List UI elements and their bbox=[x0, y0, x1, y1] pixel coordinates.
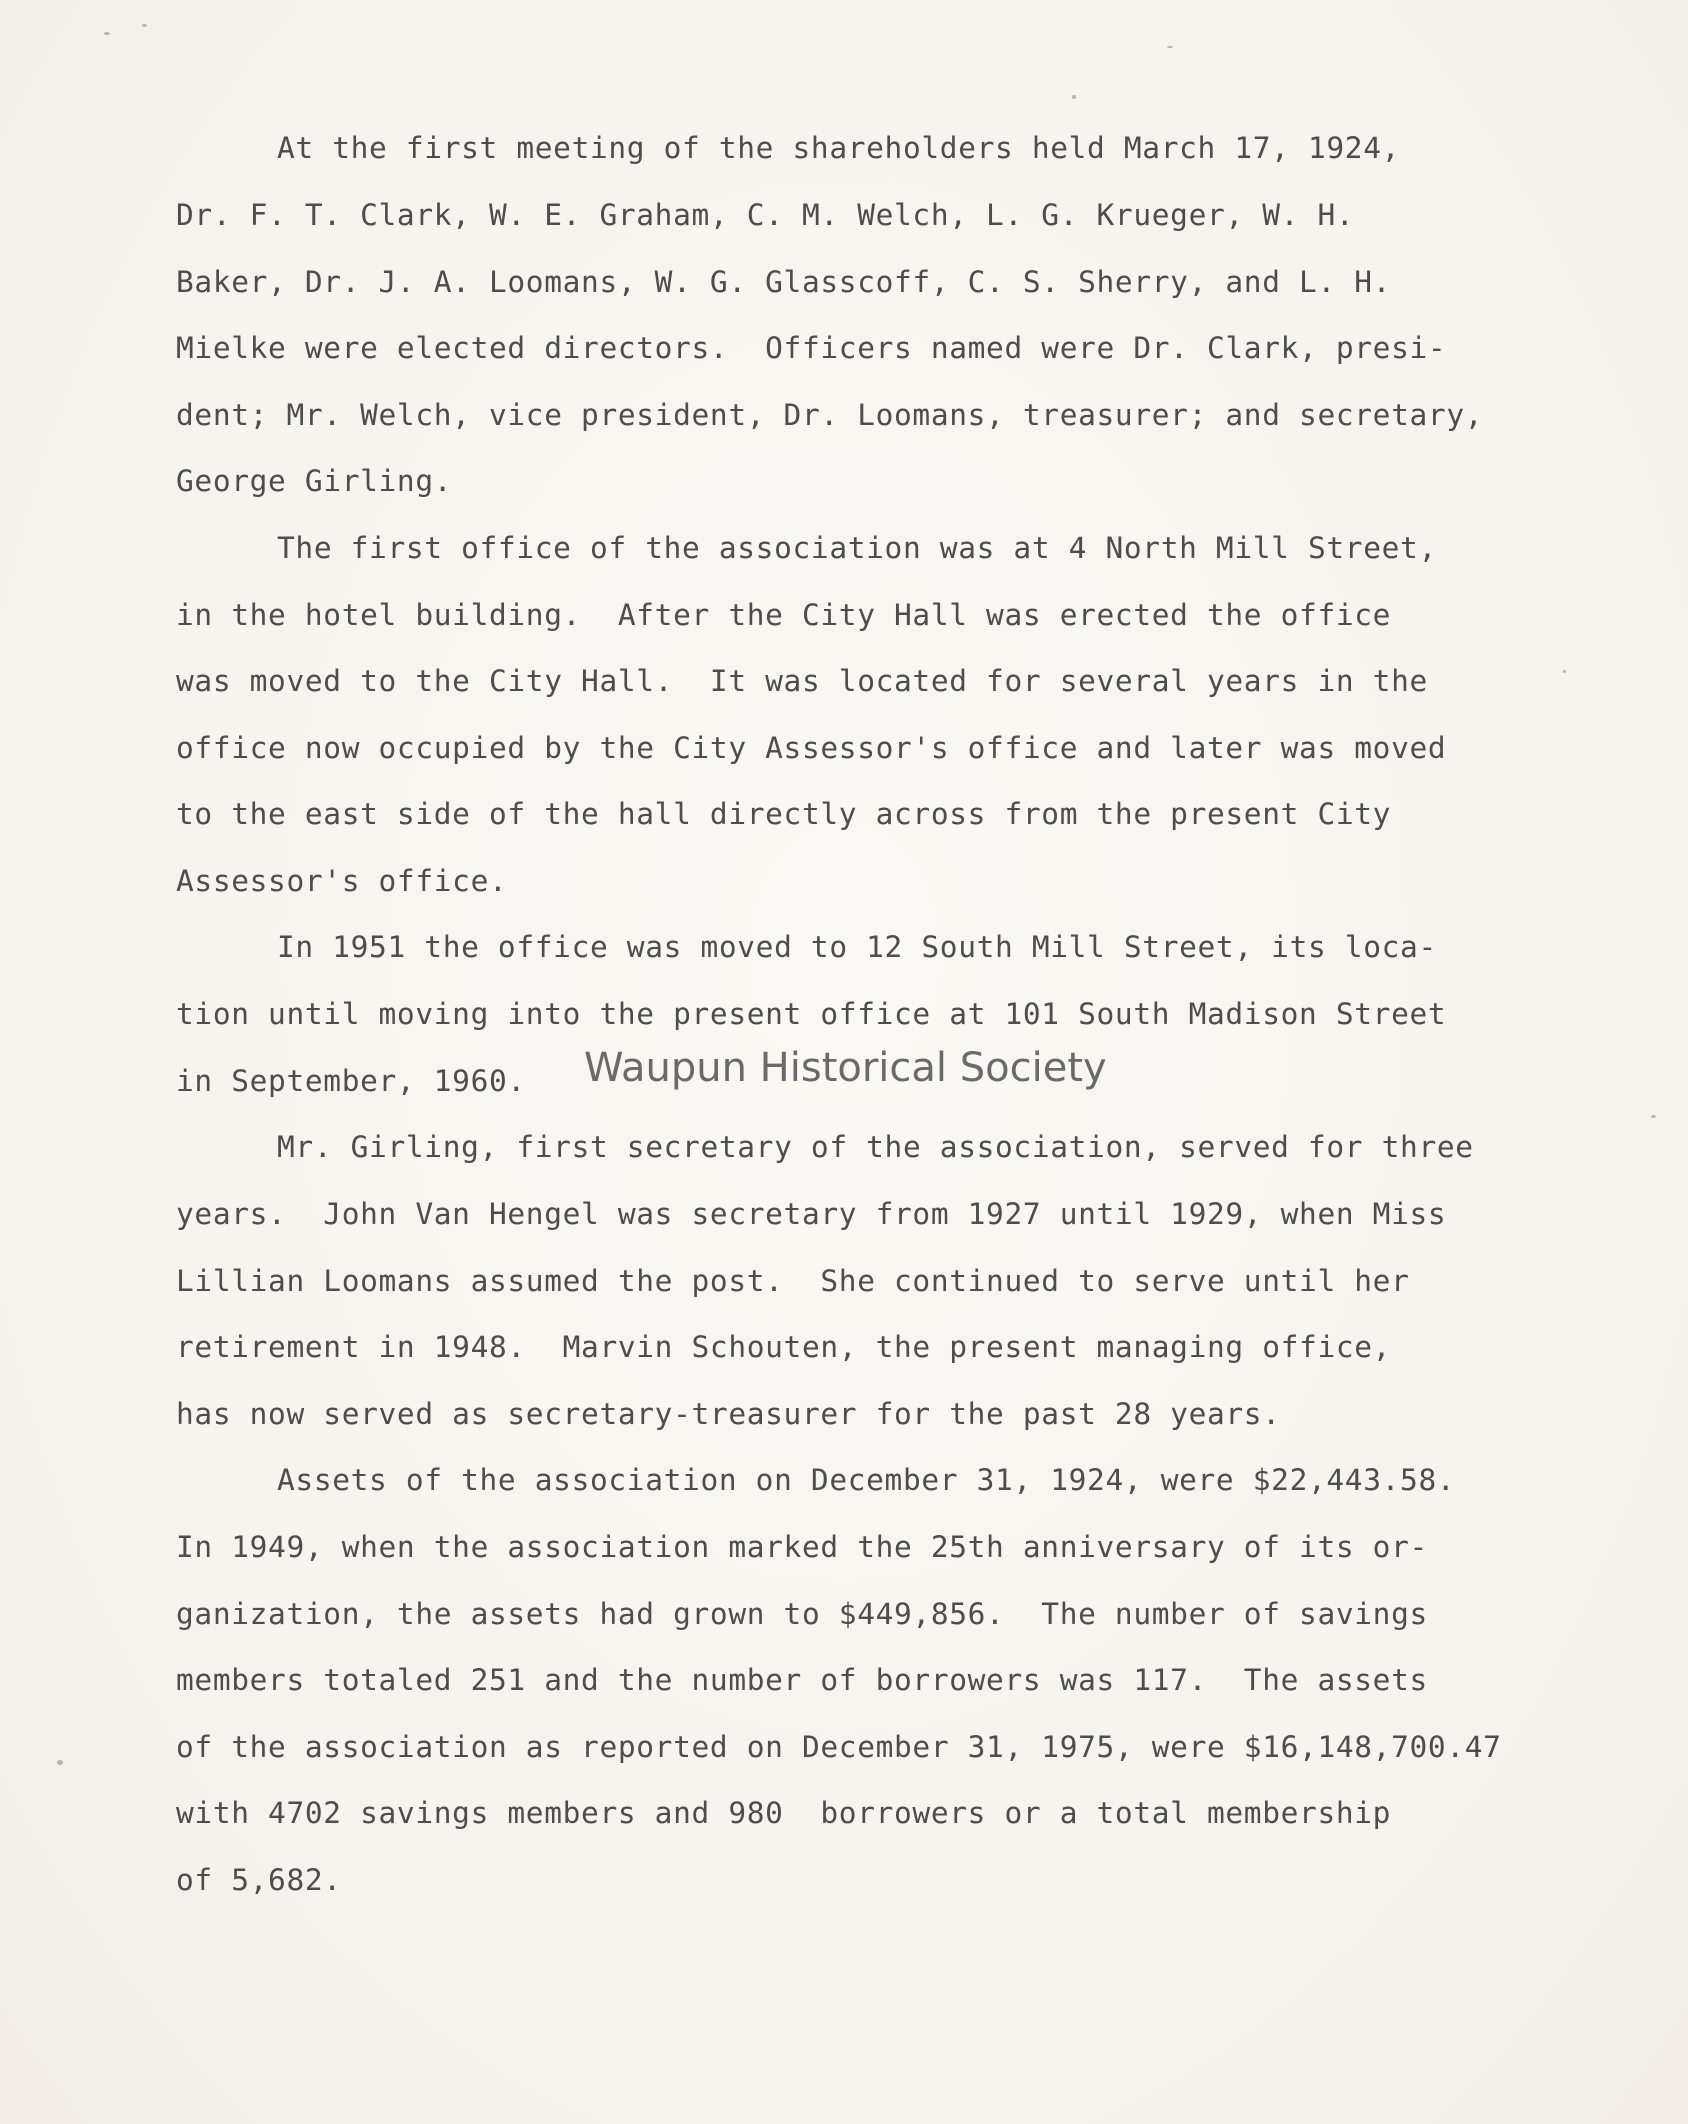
text-line: Baker, Dr. J. A. Loomans, W. G. Glasscoff, C. S. Sherry, and L. H. bbox=[176, 265, 1392, 299]
text-line: Lillian Loomans assumed the post. She continued to serve until her bbox=[176, 1264, 1410, 1298]
watermark-text: Waupun Historical Society bbox=[584, 1045, 1107, 1091]
text-line: ganization, the assets had grown to $449,856. The number of savings bbox=[176, 1597, 1428, 1631]
text-line: At the first meeting of the shareholders held March 17, 1924, bbox=[277, 131, 1401, 165]
text-line: George Girling. bbox=[176, 464, 453, 498]
text-line: years. John Van Hengel was secretary from 1927 until 1929, when Miss bbox=[176, 1197, 1447, 1231]
text-line: to the east side of the hall directly across from the present City bbox=[176, 797, 1392, 831]
text-line: dent; Mr. Welch, vice president, Dr. Loomans, treasurer; and secretary, bbox=[176, 398, 1484, 432]
paper-speck bbox=[1167, 46, 1173, 48]
paper-speck bbox=[1563, 670, 1566, 673]
text-line: of the association as reported on December 31, 1975, were $16,148,700.47 bbox=[176, 1730, 1502, 1764]
paper-speck bbox=[104, 32, 110, 35]
text-line: In 1949, when the association marked the 25th anniversary of its or- bbox=[176, 1530, 1428, 1564]
paper-speck bbox=[1072, 95, 1076, 99]
text-line: in the hotel building. After the City Hall was erected the office bbox=[176, 598, 1392, 632]
text-line: members totaled 251 and the number of borrowers was 117. The assets bbox=[176, 1663, 1428, 1697]
text-line: Assets of the association on December 31, 1924, were $22,443.58. bbox=[277, 1463, 1456, 1497]
text-line: office now occupied by the City Assessor's office and later was moved bbox=[176, 731, 1447, 765]
text-line: tion until moving into the present office at 101 South Madison Street bbox=[176, 997, 1447, 1031]
text-line: retirement in 1948. Marvin Schouten, the present managing office, bbox=[176, 1330, 1392, 1364]
text-line: Mr. Girling, first secretary of the association, served for three bbox=[277, 1130, 1474, 1164]
text-line: Dr. F. T. Clark, W. E. Graham, C. M. Welch, L. G. Krueger, W. H. bbox=[176, 198, 1355, 232]
text-line: with 4702 savings members and 980 borrowers or a total membership bbox=[176, 1796, 1392, 1830]
paper-speck bbox=[1651, 1115, 1656, 1118]
text-line: Mielke were elected directors. Officers named were Dr. Clark, presi- bbox=[176, 331, 1447, 365]
paper-speck bbox=[57, 1760, 63, 1765]
text-line: The first office of the association was at 4 North Mill Street, bbox=[277, 531, 1437, 565]
paper-speck bbox=[142, 24, 147, 27]
text-line: in September, 1960. bbox=[176, 1064, 526, 1098]
text-line: Assessor's office. bbox=[176, 864, 508, 898]
text-line: has now served as secretary-treasurer for the past 28 years. bbox=[176, 1397, 1281, 1431]
text-line: was moved to the City Hall. It was located for several years in the bbox=[176, 664, 1428, 698]
text-line: In 1951 the office was moved to 12 South Mill Street, its loca- bbox=[277, 930, 1437, 964]
text-line: of 5,682. bbox=[176, 1863, 342, 1897]
